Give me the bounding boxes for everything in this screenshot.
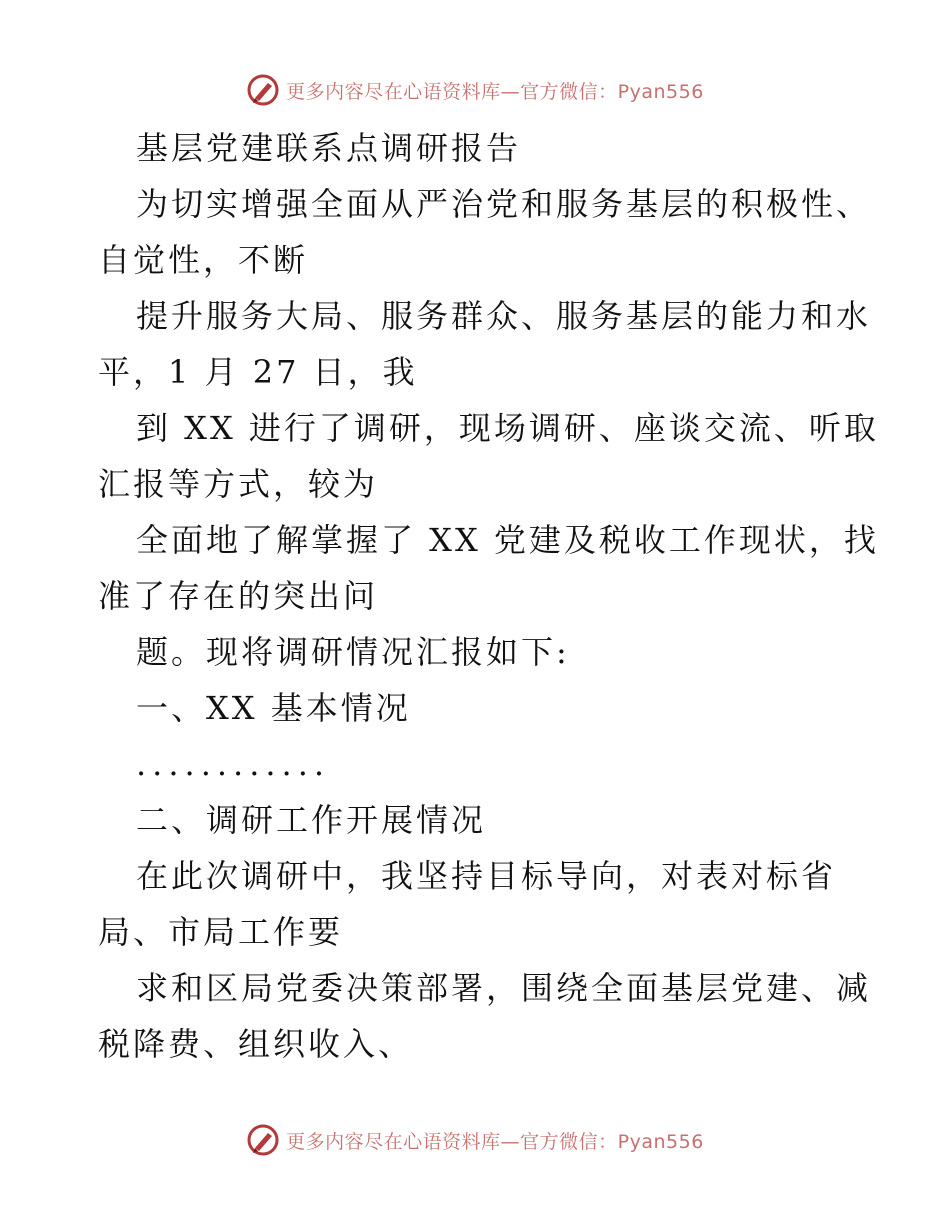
section-heading-2: 二、调研工作开展情况 (136, 801, 487, 839)
doc-line: 求和区局党委决策部署，围绕全面基层党建、减 (136, 969, 872, 1007)
doc-line: 在此次调研中，我坚持目标导向，对表对标省 (136, 857, 837, 895)
doc-line: 局、市局工作要 (98, 913, 344, 951)
document-body (98, 120, 879, 1072)
doc-line: 到 XX 进行了调研，现场调研、座谈交流、听取 (136, 409, 879, 447)
watermark-text: 更多内容尽在心语资料库—官方微信：Pyan556 (286, 1130, 704, 1153)
header-watermark (0, 70, 950, 110)
doc-line: 汇报等方式，较为 (98, 465, 379, 503)
footer-watermark (0, 1120, 950, 1160)
watermark-wechat-id: Pyan556 (617, 1130, 704, 1153)
doc-line: 提升服务大局、服务群众、服务基层的能力和水 (136, 297, 872, 335)
watermark-text: 更多内容尽在心语资料库—官方微信：Pyan556 (286, 80, 704, 103)
doc-line: 自觉性，不断 (98, 241, 309, 279)
pen-logo-icon (246, 73, 280, 107)
pen-logo-icon (246, 1123, 280, 1157)
watermark-wechat-id: Pyan556 (617, 80, 704, 103)
ellipsis-placeholder: ............ (136, 745, 331, 783)
doc-line: 税降费、组织收入、 (98, 1025, 414, 1063)
doc-line: 为切实增强全面从严治党和服务基层的积极性、 (136, 185, 872, 223)
doc-title: 基层党建联系点调研报告 (136, 129, 522, 167)
doc-line: 平，1 月 27 日，我 (98, 353, 418, 391)
doc-line: 全面地了解掌握了 XX 党建及税收工作现状，找 (136, 521, 879, 559)
doc-line: 题。现将调研情况汇报如下: (136, 633, 570, 671)
doc-line: 准了存在的突出问 (98, 577, 379, 615)
section-heading-1: 一、XX 基本情况 (136, 689, 411, 727)
